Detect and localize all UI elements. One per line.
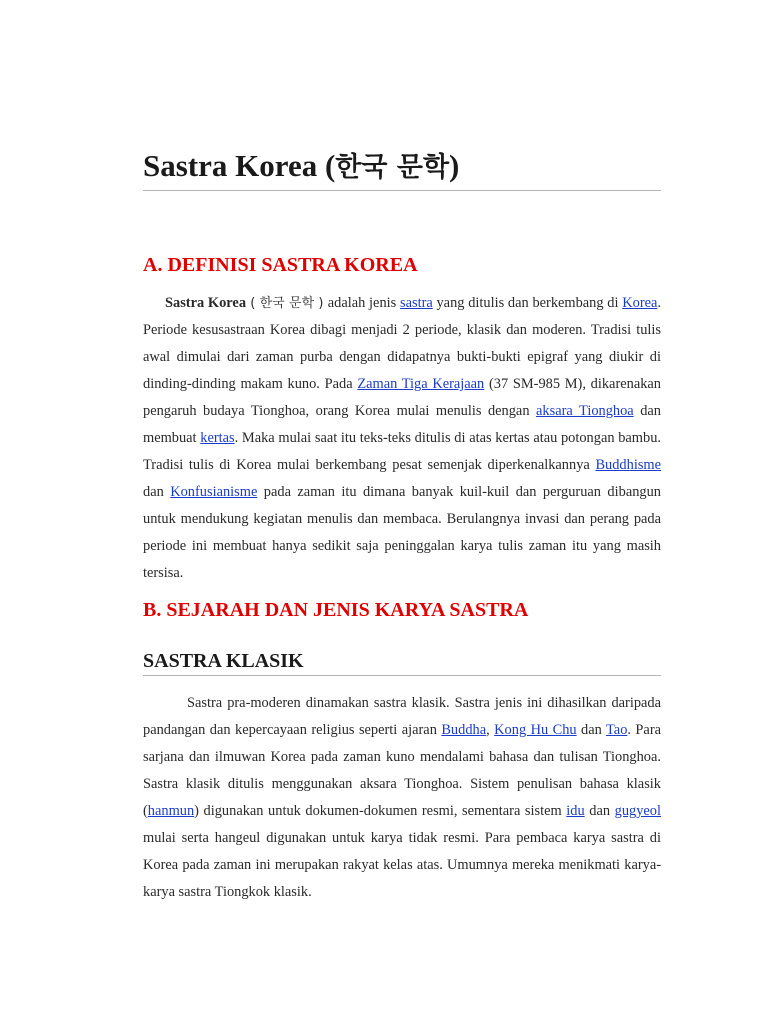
text: . Periode kesusastraan Korea dibagi menjadi 2 periode, klasik dan moderen. Tradisi tulis awal dimulai dari zaman purba dengan didapatnya bukti-bukti epigraf yang diukir di dinding-dinding makam kuno. Pada [143,295,661,392]
link-kong-hu-chu[interactable]: Kong Hu Chu [494,722,577,738]
text: pada zaman itu dimana banyak kuil-kuil dan perguruan dibangun untuk mendukung kegiatan menulis dan membaca. Berulangnya invasi dan perang pada periode ini membuat hanya sedikit saja peninggalan karya tulis zaman itu yang masih tersisa. [143,484,661,581]
text: dan membuat [143,403,661,446]
link-aksara-tionghoa[interactable]: aksara Tionghoa [536,403,634,419]
link-buddhisme[interactable]: Buddhisme [595,457,661,473]
link-korea[interactable]: Korea [622,295,658,311]
text: dan [584,803,615,819]
link-gugyeol[interactable]: gugyeol [614,803,661,819]
link-zaman-tiga-kerajaan[interactable]: Zaman Tiga Kerajaan [357,376,485,392]
text: Sastra pra-moderen dinamakan sastra klasik. Sastra jenis ini dihasilkan daripada pandangan dan kepercayaan religius seperti ajaran [143,695,661,738]
text: . Para sarjana dan ilmuwan Korea pada zaman kuno mendalami bahasa dan tulisan Tionghoa. Sastra klasik ditulis menggunakan aksara Tionghoa. Sistem penulisan bahasa klasik ( [143,722,661,819]
title-korean: 한국 문학 [335,152,450,183]
link-kertas[interactable]: kertas [200,430,235,446]
text: yang ditulis dan berkembang di [432,295,623,311]
sastra-klasik-paragraph [143,690,661,906]
page-title [143,146,661,191]
text: (37 SM-985 M), dikarenakan pengaruh budaya Tionghoa, orang Korea mulai menulis dengan [143,376,661,419]
sastra-klasik-heading: SASTRA KLASIK [143,648,661,676]
text: , [486,722,495,738]
link-tao[interactable]: Tao [606,722,628,738]
term-sastra-korea: Sastra Korea [165,295,247,311]
link-hanmun[interactable]: hanmun [147,803,195,819]
section-b-heading: B. SEJARAH DAN JENIS KARYA SASTRA [143,599,529,621]
link-buddha[interactable]: Buddha [441,722,487,738]
text: ) digunakan untuk dokumen-dokumen resmi, sementara sistem [194,803,567,819]
link-konfusianisme[interactable]: Konfusianisme [170,484,258,500]
text: dan [143,484,171,500]
section-a-paragraph [143,290,661,587]
text: adalah jenis [327,295,400,311]
link-idu[interactable]: idu [566,803,585,819]
text: mulai serta hangeul digunakan untuk karya tidak resmi. Para pembaca karya sastra di Korea pada zaman ini merupakan rakyat kelas atas. Umumnya mereka menikmati karya-karya sastra Tiongkok klasik. [143,830,661,900]
text: . Maka mulai saat itu teks-teks ditulis di atas kertas atau potongan bambu. Tradisi tulis di Korea mulai berkembang pesat semenjak diperkenalkannya [143,430,661,473]
section-a-heading: A. DEFINISI SASTRA KOREA [143,254,418,276]
title-latin: Sastra Korea ( [143,148,336,183]
link-sastra[interactable]: sastra [399,295,433,311]
korean-term: ( 한국 문학 ) [246,296,328,311]
title-close: ) [449,148,460,183]
text: dan [576,722,607,738]
